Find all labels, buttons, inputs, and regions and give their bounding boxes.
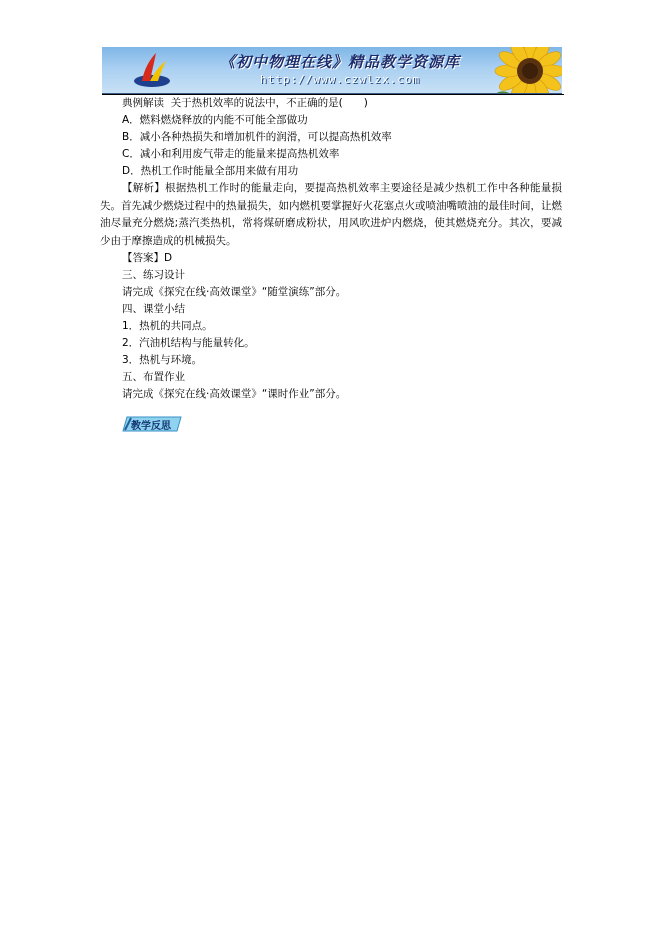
banner-title: 《初中物理在线》精品教学资源库	[220, 53, 461, 71]
header-banner	[102, 47, 562, 94]
reflection-label: 教学反思	[131, 421, 171, 432]
option-d: D．热机工作时能量全部用来做有用功	[122, 165, 299, 177]
question-text: 关于热机效率的说法中，不正确的是( )	[170, 97, 368, 109]
option-c: C．减小和利用废气带走的能量来提高热机效率	[122, 148, 340, 160]
answer-label: 【答案】	[122, 252, 164, 264]
answer-value: D	[164, 252, 173, 264]
reflection-badge	[121, 416, 183, 432]
logo-icon	[132, 51, 172, 89]
example-question-line	[100, 95, 562, 112]
section5-text: 请完成《探究在线·高效课堂》“课时作业”部分。	[122, 388, 347, 400]
banner-url[interactable]: http://www.czwlzx.com	[260, 73, 421, 86]
summary-item-2: 2．汽油机结构与能量转化。	[122, 337, 255, 349]
option-b: B．减小各种热损失和增加机件的润滑，可以提高热机效率	[122, 131, 392, 143]
answer-line	[100, 250, 562, 267]
analysis-text: 根据热机工作时的能量走向，要提高热机效率主要途径是减少热机工作中各种能量损失。首先减少燃烧过程中的热量损失，如内燃机要掌握好火花塞点火或喷油嘴喷油的最佳时间，让燃油尽量充分燃烧;蒸汽类热机，常将煤研磨成粉状，用风吹进炉内燃烧，使其燃烧充分。其次，要减少由于摩擦造成的机械损失。	[100, 182, 563, 247]
summary-item-1: 1．热机的共同点。	[122, 320, 213, 332]
analysis-label: 【解析】	[122, 182, 165, 194]
section3-title: 三、练习设计	[122, 269, 185, 281]
analysis-paragraph	[100, 180, 562, 250]
example-label: 典例解读	[122, 97, 164, 109]
option-a: A．燃料燃烧释放的内能不可能全部做功	[122, 114, 308, 126]
section4-title: 四、课堂小结	[122, 303, 185, 315]
section3-text: 请完成《探究在线·高效课堂》“随堂演练”部分。	[122, 286, 347, 298]
section5-title: 五、布置作业	[122, 371, 185, 383]
document-body	[100, 95, 562, 403]
summary-item-3: 3．热机与环境。	[122, 354, 203, 366]
sunflower-icon	[482, 47, 562, 94]
